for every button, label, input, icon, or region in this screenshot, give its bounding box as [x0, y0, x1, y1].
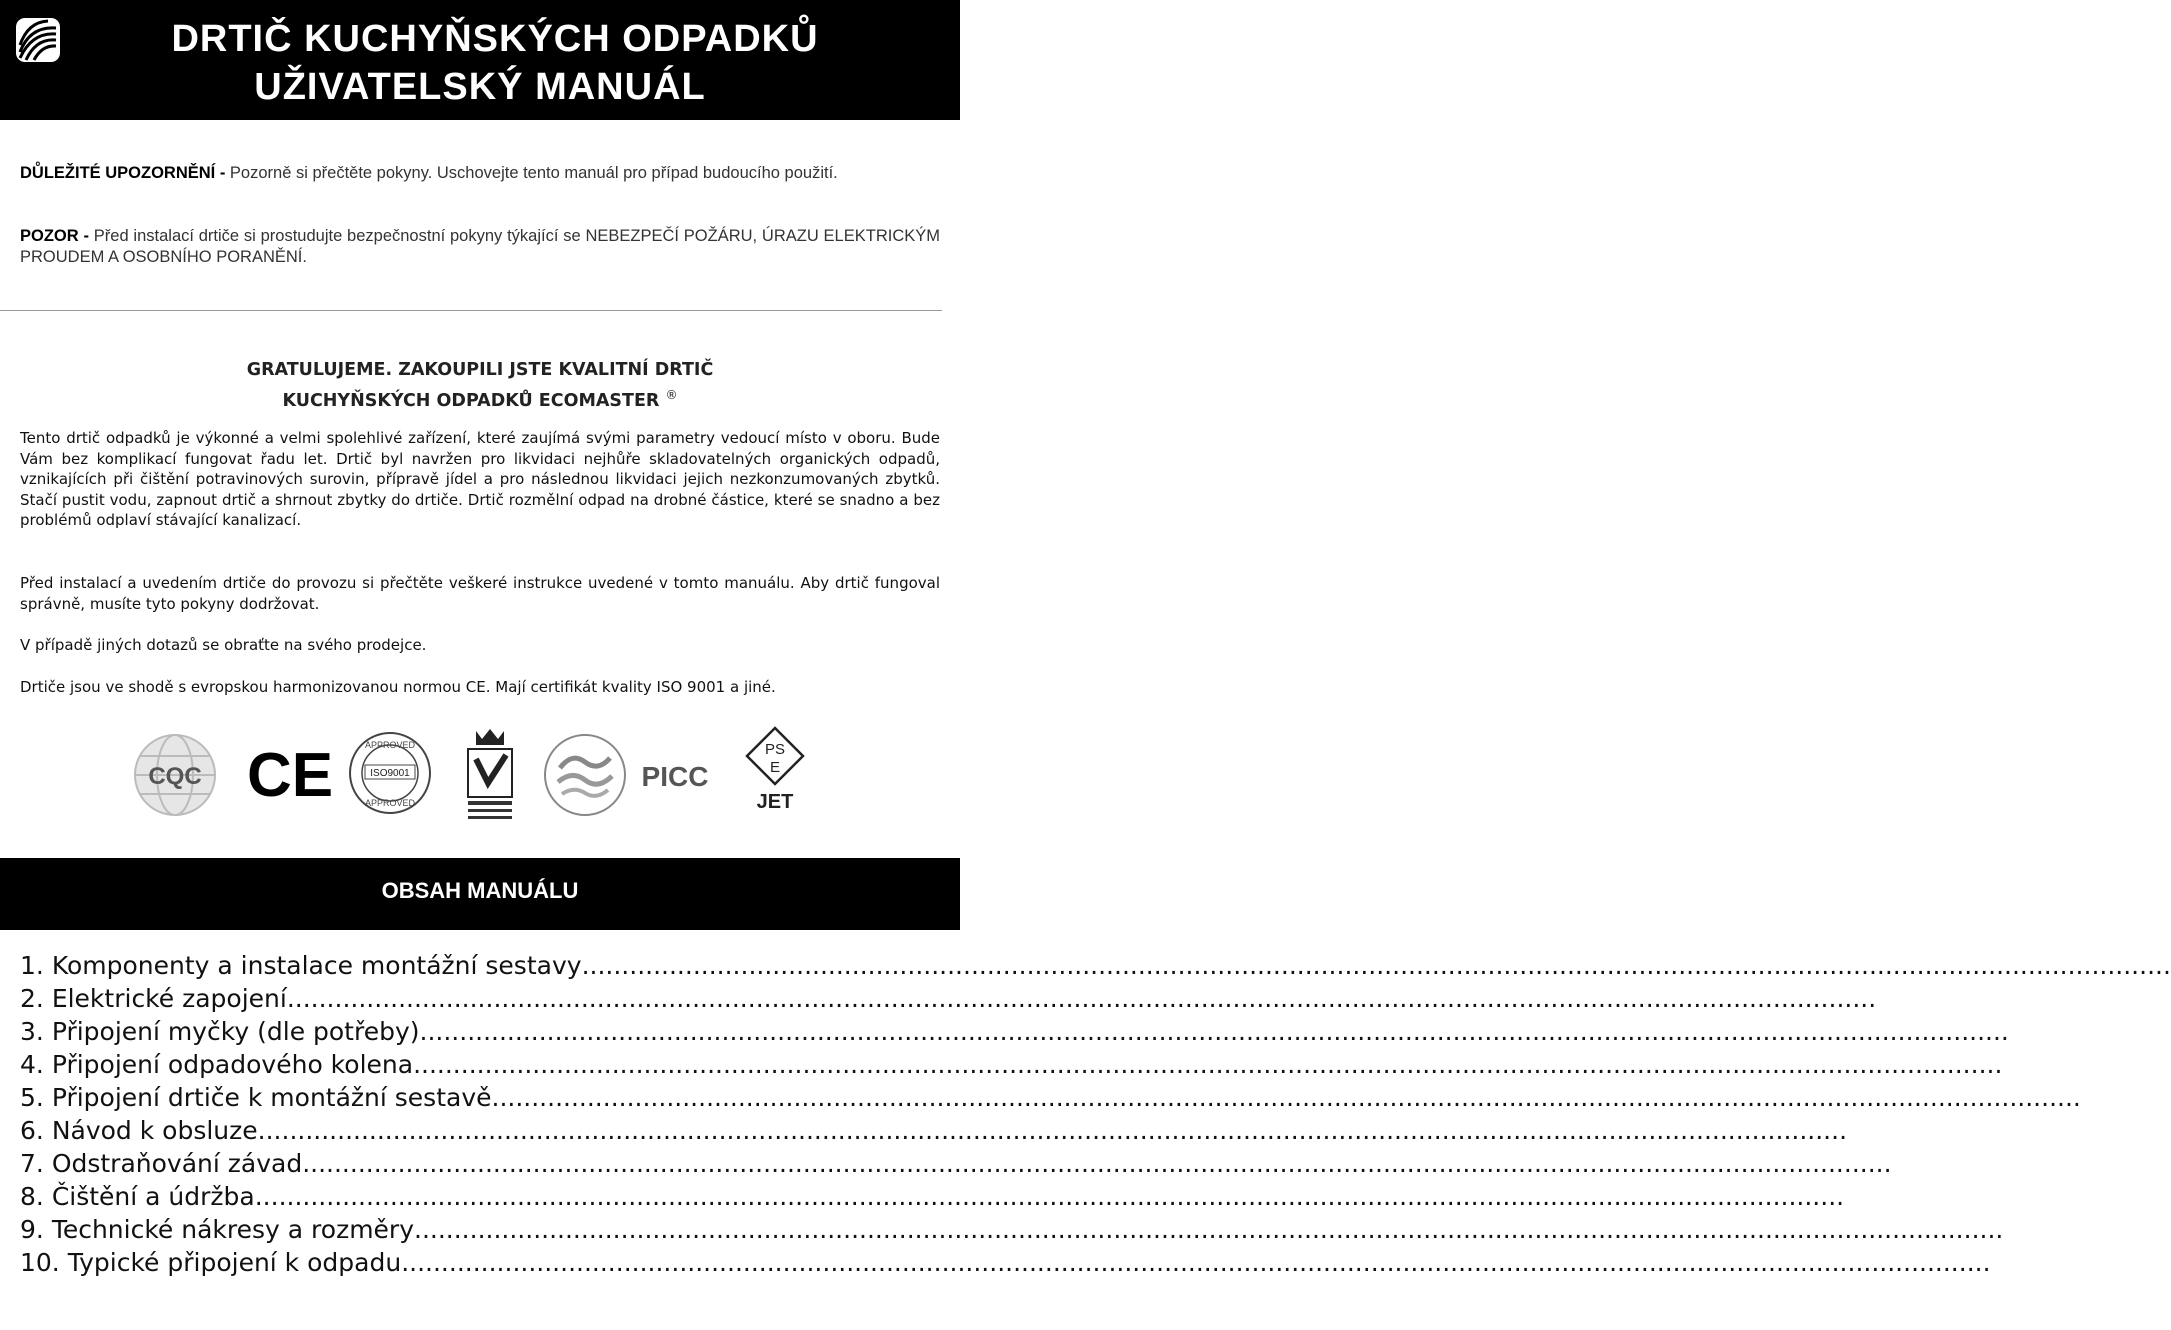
- toc-item-title: Technické nákresy a rozměry: [51, 1215, 414, 1244]
- cqc-globe-icon: [130, 730, 220, 820]
- toc-item-title: Elektrické zapojení: [51, 984, 287, 1013]
- ce-text: CE: [246, 741, 334, 810]
- important-notice: [20, 163, 940, 184]
- notice-label: DŮLEŽITÉ UPOZORNĚNÍ -: [20, 164, 226, 182]
- warning-notice: [20, 226, 940, 268]
- instructions-paragraph: Před instalací a uvedením drtiče do provozu si přečtěte veškeré instrukce uvedené v tomto manuálu. Aby drtič fungoval správně, musíte tyto pokyny dodržovat.: [20, 574, 940, 613]
- toc-leader-dots: ........................................................................................................................................................................................................: [413, 1050, 2003, 1079]
- toc-header-bar: [0, 858, 960, 930]
- toc-leader-dots: ........................................................................................................................................................................................................: [254, 1182, 1845, 1211]
- iso-top-text: APPROVED: [364, 740, 416, 750]
- toc-item-title: Čištění a údržba: [51, 1182, 255, 1211]
- ce-mark-icon: [246, 738, 334, 810]
- wave-leaf-emblem-icon: [540, 730, 630, 820]
- toc-leader-dots: ........................................................................................................................................................................................................: [419, 1017, 2009, 1046]
- toc-item-number: 4.: [20, 1050, 52, 1079]
- picc-logo-icon: [635, 750, 715, 800]
- toc-item[interactable]: [20, 982, 1877, 1015]
- toc-leader-dots: ........................................................................................................................................................................................................: [491, 1083, 2081, 1112]
- warning-text: Před instalací drtiče si prostudujte bezpečnostní pokyny týkající se NEBEZPEČÍ POŽÁRU, ÚRAZU ELEKTRICKÝM PROUDEM A OSOBNÍHO PORANĚNÍ.: [20, 227, 940, 266]
- document-subtitle: UŽIVATELSKÝ MANUÁL: [254, 66, 706, 108]
- toc-item-number: 1.: [20, 951, 52, 980]
- toc-item-title: Připojení drtiče k montážní sestavě: [51, 1083, 492, 1112]
- toc-leader-dots: ........................................................................................................................................................................................................: [581, 951, 2171, 980]
- contact-paragraph: V případě jiných dotazů se obraťte na svého prodejce.: [20, 636, 427, 654]
- toc-item-number: 5.: [20, 1083, 52, 1112]
- toc-leader-dots: ........................................................................................................................................................................................................: [257, 1116, 1848, 1145]
- toc-leader-dots: ........................................................................................................................................................................................................: [401, 1248, 1991, 1277]
- intro-paragraph: Tento drtič odpadků je výkonné a velmi spolehlivé zařízení, které zaujímá svými parametry vedoucí místo v oboru. Bude Vám bez komplikací fungovat řadu let. Drtič byl navržen pro likvidaci nejhůře skladovatelných organických odpadů, vznikajících při čištění potravinových surovin, přípravě jídel a pro následnou likvidaci jejich nezkonzumovaných zbytků. Stačí pustit vodu, zapnout drtič a shrnout zbytky do drtiče. Drtič rozmělní odpad na drobné částice, které se snadno a bez problémů odplaví stávající kanalizací.: [20, 429, 940, 529]
- toc-leader-dots: ........................................................................................................................................................................................................: [286, 984, 1877, 1013]
- certification-logos: [130, 720, 830, 830]
- toc-item-number: 6.: [20, 1116, 52, 1145]
- toc-item-title: Návod k obsluze: [51, 1116, 258, 1145]
- toc-leader-dots: ........................................................................................................................................................................................................: [302, 1149, 1892, 1178]
- toc-item-number: 2.: [20, 984, 52, 1013]
- toc-item[interactable]: [20, 1213, 2004, 1246]
- congrats-heading: [0, 358, 960, 414]
- picc-text: PICC: [641, 761, 709, 792]
- toc-item-title: Odstraňování závad: [51, 1149, 303, 1178]
- congrats-line-1: GRATULUJEME. ZAKOUPILI JSTE KVALITNÍ DRTIČ: [246, 360, 714, 380]
- toc-item-number: 7.: [20, 1149, 52, 1178]
- toc-item-title: Komponenty a instalace montážní sestavy: [51, 951, 582, 980]
- toc-item-number: 10.: [20, 1248, 68, 1277]
- toc-leader-dots: ........................................................................................................................................................................................................: [414, 1215, 2004, 1244]
- toc-item-title: Připojení myčky (dle potřeby): [51, 1017, 420, 1046]
- toc-item-title: Typické připojení k odpadu: [67, 1248, 402, 1277]
- toc-item-number: 8.: [20, 1182, 52, 1211]
- registered-mark: ®: [665, 388, 678, 402]
- ps-text: PS: [764, 741, 786, 758]
- table-of-contents: [20, 949, 2171, 1279]
- ps-e-text: E: [769, 759, 781, 776]
- header-bar: [0, 0, 960, 120]
- warning-label: POZOR -: [20, 227, 89, 245]
- toc-item[interactable]: [20, 1015, 2009, 1048]
- toc-item[interactable]: [20, 1048, 2003, 1081]
- toc-item-number: 3.: [20, 1017, 52, 1046]
- toc-item[interactable]: [20, 1081, 2081, 1114]
- toc-item[interactable]: [20, 949, 2171, 982]
- notice-text: Pozorně si přečtěte pokyny. Uschovejte tento manuál pro případ budoucího použití.: [225, 164, 838, 182]
- toc-item[interactable]: [20, 1147, 1892, 1180]
- congrats-line-2: KUCHYŇSKÝCH ODPADKŮ ECOMASTER: [282, 390, 660, 411]
- crown-shield-icon: [462, 725, 518, 825]
- iso-mid-text: ISO9001: [370, 768, 410, 779]
- pse-diamond-icon: [735, 724, 815, 824]
- certification-paragraph: Drtiče jsou ve shodě s evropskou harmonizovanou normou CE. Mají certifikát kvality ISO 9001 a jiné.: [20, 678, 776, 696]
- jet-text: JET: [756, 791, 794, 813]
- toc-item[interactable]: [20, 1180, 1845, 1213]
- toc-item-number: 9.: [20, 1215, 52, 1244]
- document-title: DRTIČ KUCHYŇSKÝCH ODPADKŮ: [171, 18, 819, 60]
- toc-title: OBSAH MANUÁLU: [381, 878, 579, 903]
- toc-item-title: Připojení odpadového kolena: [51, 1050, 414, 1079]
- iso9001-stamp-icon: [345, 728, 435, 818]
- toc-item[interactable]: [20, 1114, 1848, 1147]
- section-divider: [0, 310, 942, 311]
- toc-item[interactable]: [20, 1246, 1991, 1279]
- iso-bottom-text: APPROVED: [364, 798, 416, 808]
- cqc-text: CQC: [148, 763, 202, 790]
